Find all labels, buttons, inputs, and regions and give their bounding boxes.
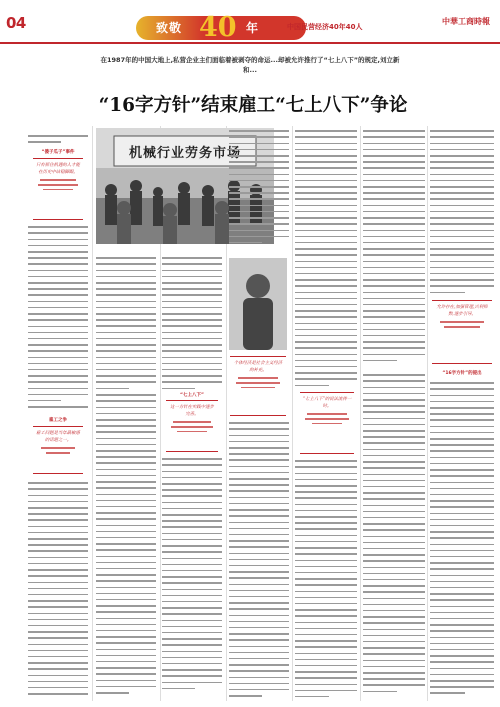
masthead [0,0,500,44]
portrait-illustration [229,258,287,350]
body-text [162,456,222,701]
body-text [363,372,425,702]
body-text [229,420,289,702]
section-heading-4: “16字方针”的提出 [442,371,482,376]
pull-quote-text: “七上八下”的说法流传一时。 [302,397,352,409]
body-text [430,128,494,298]
column-divider [360,126,361,701]
body-text [96,255,156,390]
section-heading-2: 雇工之争 [49,418,67,423]
pull-quote [432,300,492,364]
pull-quote [33,426,83,474]
article-headline: “16字方针”结束雇工“七上八下”争论 [98,95,408,116]
body-text [430,380,494,702]
column-divider [427,126,428,701]
section-heading-1: “傻子瓜子”事件 [41,150,75,155]
pull-quote [300,392,354,454]
photo-sign-text: 机械行业劳务市场 [128,146,241,161]
banner-left-text: 致敬 [156,21,183,35]
column-divider [292,126,293,701]
body-text [28,133,88,145]
pull-quote-text: 允许存在,加强管理,兴利抑弊,逐步引导。 [436,305,488,317]
body-text [363,128,425,368]
portrait-photo [229,258,287,350]
pull-quote [33,158,83,220]
body-text [96,392,156,702]
banner-number: 40 [199,12,237,43]
pull-quote [166,400,218,452]
body-text [229,128,289,248]
banner-right-text: 年 [246,21,259,35]
page-number: 04 [6,14,26,32]
body-text [295,458,357,702]
pull-quote-text: 这一方针在实践中逐步完善。 [170,405,214,417]
article-intro: 在1987年的中国大地上,私营企业主们面临着被剥夺的命运...却被允许推行了“七上八下”的规定,刘立新和... [100,56,400,74]
anniversary-banner [136,12,306,43]
column-divider [92,126,93,701]
pull-quote [230,356,286,416]
banner-subtitle: 中国民营经济40年40人 [287,23,363,31]
body-text [28,480,88,700]
body-text [28,224,88,414]
body-text [162,255,222,390]
pull-quote-text: 雇工问题是当年最敏感的话题之一。 [36,431,80,443]
pull-quote-text: 个体经济是社会主义经济的补充。 [233,361,283,373]
section-heading-3: “七上八下” [180,393,204,398]
body-text [295,128,357,388]
newspaper-logo: 中華工商時報 [442,17,490,26]
pull-quote-text: 只有抓住机遇的人才能在历史中站稳脚跟。 [36,163,80,175]
